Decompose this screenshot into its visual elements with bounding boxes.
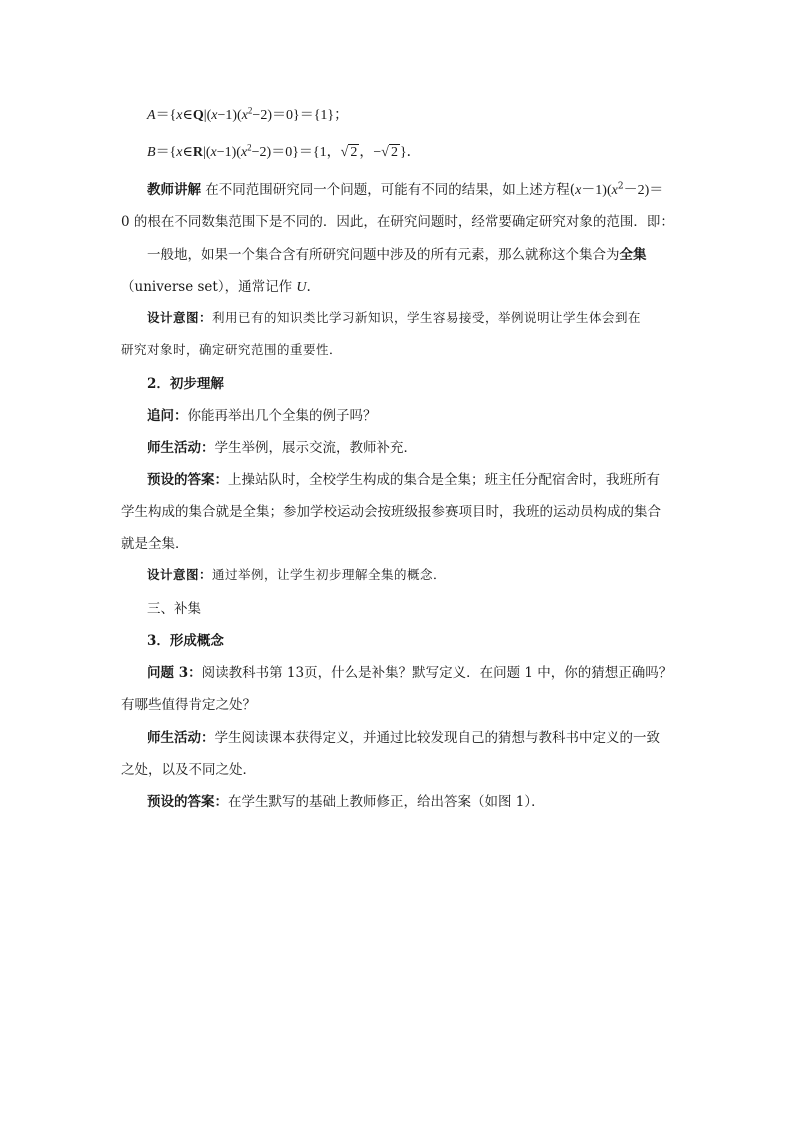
section-2-title: 2．初步理解 — [147, 376, 224, 392]
section-3-heading: 三、补集 — [147, 601, 201, 617]
set-a-expression: $A=\{x\in Q|(x-1)(x^2-2)=0\}=\{1\}$； — [147, 105, 349, 123]
activity-1: 师生活动：学生举例，展示交流，教师补充． — [147, 440, 417, 456]
term-universal-set: 全集 — [619, 247, 647, 263]
design-intent-1-line-1: 设计意图：利用已有的知识类比学习新知识，学生容易接受，举例说明让学生体会到在 — [147, 310, 642, 325]
sqrt-sign: √ — [381, 145, 389, 160]
section-3-title: 3．形成概念 — [147, 633, 224, 649]
universal-def-line-1: 一般地，如果一个集合含有所研究问题中涉及的所有元素，那么就称这个集合为全集 — [147, 247, 647, 263]
question-3-line-2: 有哪些值得肯定之处？ — [121, 697, 256, 713]
universal-def-line-2: （universe set），通常记作 U. — [121, 279, 311, 295]
question-3-line-1: 问题 3：阅读教科书第 13页，什么是补集？默写定义．在问题 1 中，你的猜想正确吗？ — [147, 665, 673, 681]
teacher-explain-line-1: 教师讲解 在不同范围研究同一个问题，可能有不同的结果，如上述方程$(x-1)(x^2-2)=$ — [147, 181, 664, 198]
answer-1-line-1: 预设的答案：上操站队时，全校学生构成的集合是全集；班主任分配宿舍时，我班所有 — [147, 472, 660, 488]
set-b-expression: $B=\{x\in R|(x-1)(x^2-2)=0\}=\{1$，√ 2 ，−√ 2 }． — [147, 142, 421, 160]
sqrt-radicand-neg: 2 — [390, 145, 398, 160]
design-intent-2: 设计意图：通过举例，让学生初步理解全集的概念． — [147, 567, 447, 582]
teacher-explain-line-2: 0 的根在不同数集范围下是不同的．因此，在研究问题时，经常要确定研究对象的范围．即： — [121, 214, 674, 230]
answer-2: 预设的答案：在学生默写的基础上教师修正，给出答案（如图 1）． — [147, 794, 545, 810]
follow-up-question: 追问：你能再举出几个全集的例子吗？ — [147, 408, 377, 424]
activity-2-line-1: 师生活动：学生阅读课本获得定义，并通过比较发现自己的猜想与教科书中定义的一致 — [147, 730, 660, 746]
design-intent-1-line-2: 研究对象时，确定研究范围的重要性． — [121, 342, 343, 357]
activity-2-line-2: 之处，以及不同之处． — [121, 762, 256, 778]
sqrt-sign: √ — [340, 145, 349, 160]
answer-1-line-3: 就是全集． — [121, 536, 189, 552]
sqrt-radicand-pos: 2 — [350, 145, 358, 160]
answer-1-line-2: 学生构成的集合就是全集；参加学校运动会按班级报参赛项目时，我班的运动员构成的集合 — [121, 504, 661, 520]
